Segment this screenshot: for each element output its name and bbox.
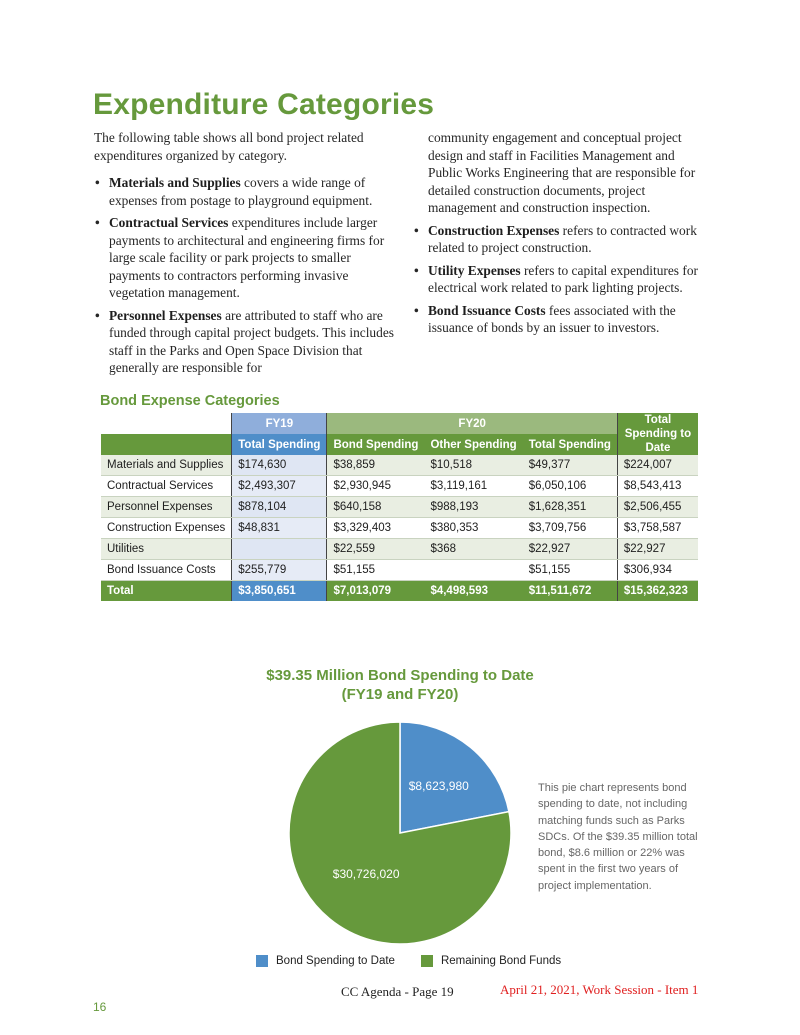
cell-fy20-total: $22,927 [523,539,618,560]
cell-category: Utilities [101,539,232,560]
category-list [94,174,394,377]
cell-fy20-total: $51,155 [523,560,618,581]
cell-to-date: $8,543,413 [617,476,698,497]
legend-swatch-green [421,955,433,967]
cell-category: Materials and Supplies [101,455,232,476]
list-term: Utility Expenses [428,262,521,278]
pie-chart [280,715,520,955]
legend-item-bond-spending [256,955,395,967]
pie-label-remaining-funds: $30,726,020 [332,867,400,882]
cell-fy19-total: $878,104 [232,497,327,518]
cell-fy20-bond: $3,329,403 [327,518,424,539]
list-text: fees associated with the issuance of bonds by an issuer to investors. [428,302,676,335]
list-text: refers to capital expenditures for electrical work related to park lighting projects. [428,262,698,295]
page-title: Expenditure Categories [93,88,435,121]
cell-to-date: $2,506,455 [617,497,698,518]
cell-fy20-bond: $640,158 [327,497,424,518]
header-fy20-bond-spending: Bond Spending [327,434,424,455]
legend-item-remaining-funds [421,955,561,967]
cell-to-date: $22,927 [617,539,698,560]
table-total-row [101,581,698,602]
list-term: Construction Expenses [428,222,560,238]
list-item [94,307,394,377]
list-text: expenditures include larger payments to architectural and engineering firms for large scale facility or park projects to smaller payments to contractors performing invasive vegetation management. [109,215,385,300]
cell-fy20-other: $10,518 [424,455,522,476]
cell-fy19-total: $174,630 [232,455,327,476]
chart-note: This pie chart represents bond spending to date, not including matching funds such as Parks SDCs. Of the $39.35 million total bond, $8.6 million or 22% was spent in the first two years of project implementation. [538,782,698,892]
cell-category: Bond Issuance Costs [101,560,232,581]
table-row [101,455,698,476]
table-row [101,476,698,497]
cell-fy20-other [424,560,522,581]
cell-fy20-other: $368 [424,539,522,560]
table-row [101,539,698,560]
chart-legend [256,955,587,967]
bond-expense-table [101,413,698,601]
footer-agenda: CC Agenda - Page 19 [341,984,454,999]
cell-to-date: $306,934 [617,560,698,581]
cell-total-fy19: $3,850,651 [232,581,327,602]
cell-total-fy20-other: $4,498,593 [424,581,522,602]
list-term: Contractual Services [109,215,229,230]
cell-fy20-bond: $2,930,945 [327,476,424,497]
cell-category: Construction Expenses [101,518,232,539]
list-text: covers a wide range of expenses from postage to playground equipment. [109,175,373,208]
pie-label-bond-spending: $8,623,980 [408,778,469,793]
list-term: Materials and Supplies [109,175,241,190]
cell-fy20-bond: $38,859 [327,455,424,476]
category-list-continued [413,222,703,337]
chart-title: $39.35 Million Bond Spending to Date (FY19 and FY20) [266,667,534,703]
table-title: Bond Expense Categories [100,393,280,409]
cell-fy20-total: $6,050,106 [523,476,618,497]
cell-total-fy20-total: $11,511,672 [523,581,618,602]
list-item [413,222,703,257]
list-text: are attributed to staff who are funded through capital project budgets. This includes staff in the Parks and Open Space Division that generally are responsible for [109,307,394,375]
cell-total-fy20-bond: $7,013,079 [327,581,424,602]
table-sub-header-row [101,434,698,455]
cell-fy20-other: $988,193 [424,497,522,518]
table-row [101,518,698,539]
cell-to-date: $3,758,587 [617,518,698,539]
cell-fy20-total: $3,709,756 [523,518,618,539]
table-row [101,560,698,581]
cell-fy19-total: $255,779 [232,560,327,581]
cell-fy20-bond: $51,155 [327,560,424,581]
cell-category: Contractual Services [101,476,232,497]
list-item [94,214,394,302]
cell-category: Personnel Expenses [101,497,232,518]
header-fy19-total-spending: Total Spending [232,434,327,455]
list-term: Bond Issuance Costs [428,302,546,318]
cell-total-to-date: $15,362,323 [617,581,698,602]
list-item [413,302,703,337]
header-total-to-date: Total Spending to Date [617,413,698,455]
header-fy20-other-spending: Other Spending [424,434,522,455]
text-column-left [94,129,394,382]
cell-fy19-total: $48,831 [232,518,327,539]
header-fy19: FY19 [232,413,327,434]
cell-fy20-total: $49,377 [523,455,618,476]
intro-paragraph: The following table shows all bond project related expenditures organized by category. [94,130,364,163]
list-item [94,174,394,209]
cell-total-label: Total [101,581,232,602]
header-fy20: FY20 [327,413,617,434]
table-row [101,497,698,518]
text-column-right [413,129,703,342]
cell-fy20-total: $1,628,351 [523,497,618,518]
header-category-blank [101,434,232,455]
cell-fy20-other: $380,353 [424,518,522,539]
cell-fy19-total: $2,493,307 [232,476,327,497]
personnel-continued: community engagement and conceptual project design and staff in Facilities Management and Public Works Engineering that are responsible for detailed construction documents, project management and construction inspection. [428,130,696,215]
cell-fy19-total [232,539,327,560]
list-term: Personnel Expenses [109,307,222,323]
page-number: 16 [93,1000,107,1014]
legend-swatch-blue [256,955,268,967]
header-fy20-total-spending: Total Spending [523,434,618,455]
table-group-header-row [101,413,698,434]
cell-to-date: $224,007 [617,455,698,476]
list-item [413,262,703,297]
legend-label: Remaining Bond Funds [440,955,562,967]
list-text: refers to contracted work related to project construction. [428,222,697,255]
cell-fy20-bond: $22,559 [327,539,424,560]
header-blank [101,413,232,434]
footer-session: April 21, 2021, Work Session - Item 1 [500,982,699,997]
cell-fy20-other: $3,119,161 [424,476,522,497]
legend-label: Bond Spending to Date [276,955,395,967]
